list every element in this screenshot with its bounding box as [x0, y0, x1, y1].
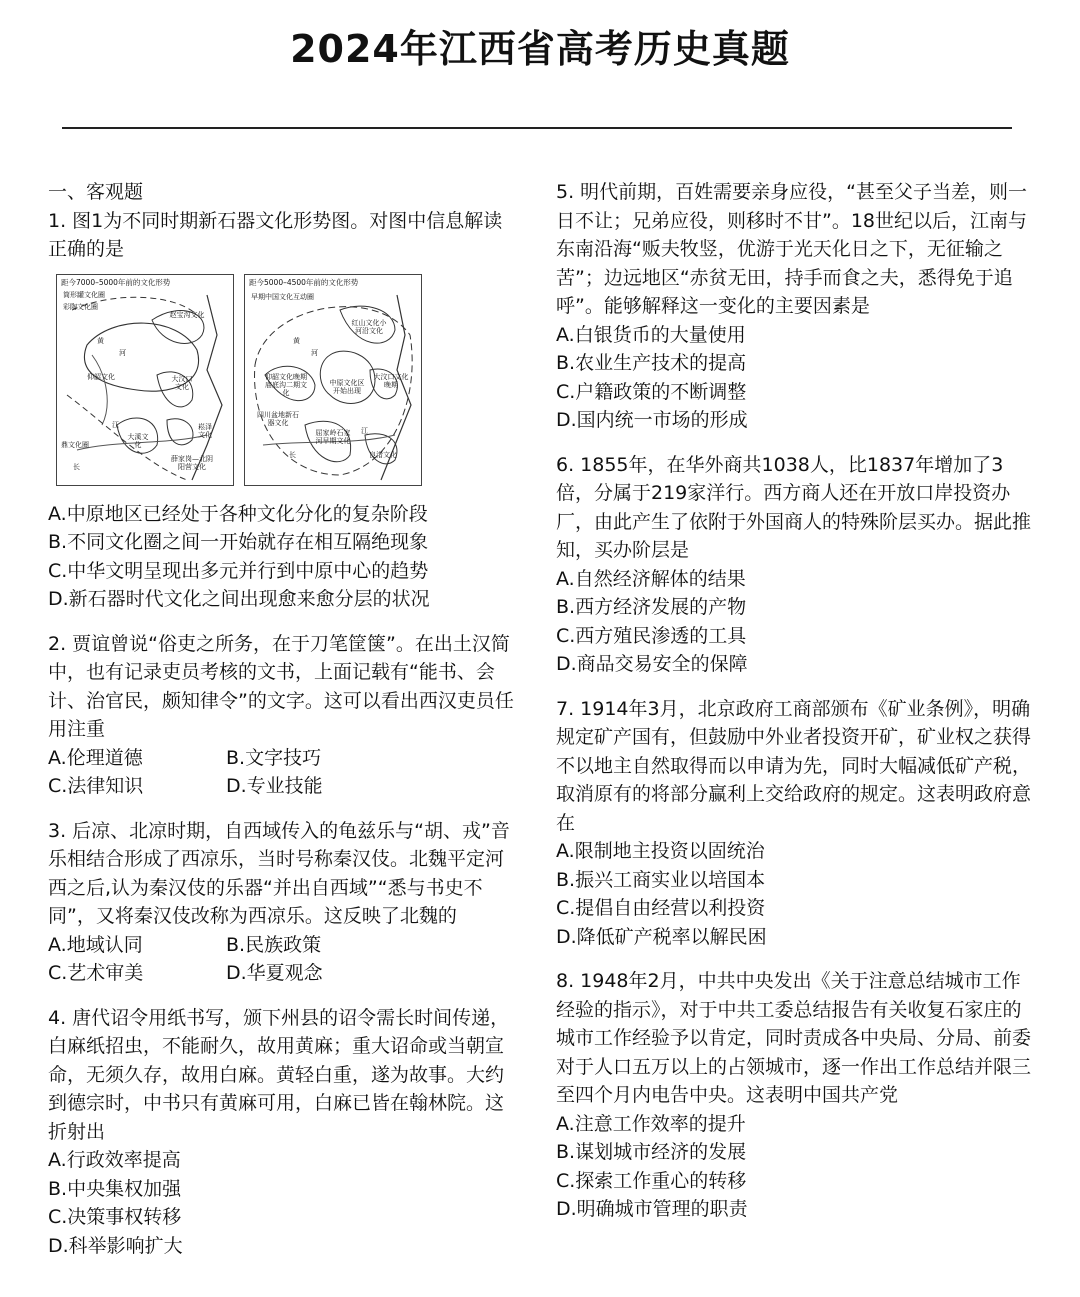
section-heading: 一、客观题 — [48, 181, 144, 203]
map-label: 早期中国文化互动圈 — [251, 292, 314, 301]
question-1 — [48, 207, 520, 614]
option-b: B.不同文化圈之间一开始就存在相互隔绝现象 — [48, 531, 429, 553]
map-label: 大汶口文化晚期 — [373, 372, 409, 389]
option-b: B.振兴工商实业以培国本 — [556, 868, 766, 891]
option-d: D.国内统一市场的形成 — [556, 409, 748, 431]
figure-1-maps — [56, 274, 520, 486]
option-a: A.限制地主投资以固统治 — [556, 840, 765, 862]
option-d: D.降低矿产税率以解民困 — [556, 925, 767, 948]
page-title: 2024年江西省高考历史真题 — [290, 27, 790, 71]
question-2 — [48, 630, 520, 801]
option-b: B.谋划城市经济的发展 — [556, 1141, 747, 1163]
option-c: C.决策事权转移 — [48, 1206, 182, 1228]
map-5000-4500 — [244, 274, 422, 486]
map-label: 薛家岗—北阴阳营文化 — [171, 454, 213, 471]
map-label: 彩陶文化圈 — [63, 302, 98, 311]
question-stem: 5. 明代前期，百姓需要亲身应役，“甚至父子当差，则一日不让；兄弟应役，则移时不甘”。18世纪以后，江南与东南沿海“贩夫牧竖，优游于光天化日之下，无征输之苦”；边远地区“赤贫无田，持手而食之夫，悉得免于追呼”。能够解释这一变化的主要因素是 — [556, 181, 1028, 317]
option-d: D.明确城市管理的职责 — [556, 1198, 748, 1220]
option-a: A.中原地区已经处于各种文化分化的复杂阶段 — [48, 502, 428, 525]
option-row — [48, 959, 520, 988]
option-d: D.华夏观念 — [226, 962, 323, 984]
option-row — [48, 931, 520, 960]
map-label: 屈家岭石家河早期文化 — [315, 428, 351, 445]
map-label: 黄 — [293, 336, 300, 345]
question-stem: 7. 1914年3月，北京政府工商部颁布《矿业条例》，明确规定矿产国有，但鼓励中外业者投资开矿，矿业权之获得不以地主自然取得而以申请为先，同时大幅减低矿产税，取消原有的将部分赢利上交给政府的规定。这表明政府意在 — [556, 697, 1032, 834]
option-b: B.民族政策 — [226, 933, 322, 956]
question-stem: 3. 后凉、北凉时期，自西域传入的龟兹乐与“胡、戎”音乐相结合形成了西凉乐，当时号称秦汉伎。北魏平定河西之后,认为秦汉伎的乐器“并出自西域”“悉与书史不同”，又将秦汉伎改称为西凉乐。这反映了北魏的 — [48, 819, 510, 927]
map-label: 黄 — [97, 336, 104, 345]
map-1-caption: 距今7000–5000年前的文化形势 — [61, 277, 171, 287]
map-2-caption: 距今5000–4500年前的文化形势 — [249, 277, 359, 287]
option-row — [48, 744, 520, 773]
right-column — [556, 178, 1032, 1240]
option-a: A.白银货币的大量使用 — [556, 323, 746, 346]
option-c: C.法律知识 — [48, 775, 144, 797]
question-3 — [48, 817, 520, 988]
map-7000-5000 — [56, 274, 234, 486]
question-6 — [556, 451, 1032, 679]
map-label: 红山文化小河沿文化 — [351, 318, 387, 335]
map-label: 河 — [311, 348, 318, 357]
option-a: A.注意工作效率的提升 — [556, 1112, 746, 1135]
option-c: C.提倡自由经营以利投资 — [556, 897, 766, 919]
title-divider — [62, 127, 1012, 129]
option-b: B.文字技巧 — [226, 746, 322, 769]
question-7 — [556, 695, 1032, 952]
question-4 — [48, 1004, 520, 1261]
option-row — [48, 772, 520, 801]
option-a: A.自然经济解体的结果 — [556, 567, 746, 590]
map-label: 赵宝沟文化 — [169, 310, 205, 319]
option-d: D.商品交易安全的保障 — [556, 653, 748, 675]
option-a: A.行政效率提高 — [48, 1149, 181, 1171]
map-label: 鼎文化圈 — [61, 440, 89, 449]
map-label: 仰韶文化晚期庙底沟二期文化 — [265, 372, 307, 397]
question-8 — [556, 967, 1032, 1224]
map-label: 崧泽文化 — [198, 422, 212, 439]
map-label: 长 — [289, 450, 296, 459]
map-label: 四川盆地新石器文化 — [257, 410, 299, 427]
option-c: C.户籍政策的不断调整 — [556, 380, 747, 403]
map-label: 河 — [119, 348, 126, 357]
question-stem: 8. 1948年2月，中共中央发出《关于注意总结城市工作经验的指示》，对于中共工委总结报告有关收复石家庄的城市工作经验予以肯定，同时责成各中央局、分局、前委对于人口五万以上的占领城市，逐一作出工作总结并限三至四个月内电告中央。这表明中国共产党 — [556, 970, 1032, 1106]
map-label: 筒形罐文化圈 — [63, 290, 105, 299]
question-stem: 6. 1855年，在华外商共1038人，比1837年增加了3倍，分属于219家洋行。西方商人还在开放口岸投资办厂，由此产生了依附于外国商人的特殊阶层买办。据此推知，买办阶层是 — [556, 453, 1032, 561]
map-label: 长 — [73, 462, 80, 471]
option-a: A.伦理道德 — [48, 746, 143, 769]
map-label: 大溪文化 — [127, 432, 149, 449]
left-column — [48, 178, 520, 1276]
question-stem: 2. 贾谊曾说“俗吏之所务，在于刀笔筐箧”。在出土汉简中，也有记录吏员考核的文书，上面记载有“能书、会计、治官民，颇知律令”的文字。这可以看出西汉吏员任用注重 — [48, 632, 514, 740]
question-stem: 4. 唐代诏令用纸书写，颁下州县的诏令需长时间传递，白麻纸招虫，不能耐久，故用黄麻；重大诏命或当朝宣命，无须久存，故用白麻。黄轻白重，遂为故事。大约到德宗时，中书只有黄麻可用，白麻已皆在翰林院。这折射出 — [48, 1006, 510, 1143]
option-b: B.西方经济发展的产物 — [556, 596, 747, 618]
map-label: 仰韶文化 — [87, 372, 115, 381]
option-c: C.探索工作重心的转移 — [556, 1169, 747, 1192]
option-a: A.地域认同 — [48, 933, 143, 956]
option-d: D.专业技能 — [226, 775, 323, 797]
option-c: C.艺术审美 — [48, 962, 144, 984]
map-label: 江 — [361, 426, 368, 435]
option-d: D.科举影响扩大 — [48, 1234, 183, 1257]
option-c: C.中华文明呈现出多元并行到中原中心的趋势 — [48, 559, 429, 582]
question-stem: 1. 图1为不同时期新石器文化形势图。对图中信息解读正确的是 — [48, 209, 503, 260]
map-label: 大汶口文化 — [171, 374, 193, 391]
map-label: 中原文化区开始出现 — [329, 378, 365, 395]
map-label: 江 — [112, 420, 119, 429]
option-b: B.农业生产技术的提高 — [556, 352, 747, 374]
option-c: C.西方殖民渗透的工具 — [556, 624, 747, 647]
option-b: B.中央集权加强 — [48, 1177, 182, 1200]
map-label: 良渚文化 — [369, 450, 397, 459]
question-5 — [556, 178, 1032, 435]
option-d: D.新石器时代文化之间出现愈来愈分层的状况 — [48, 588, 430, 610]
